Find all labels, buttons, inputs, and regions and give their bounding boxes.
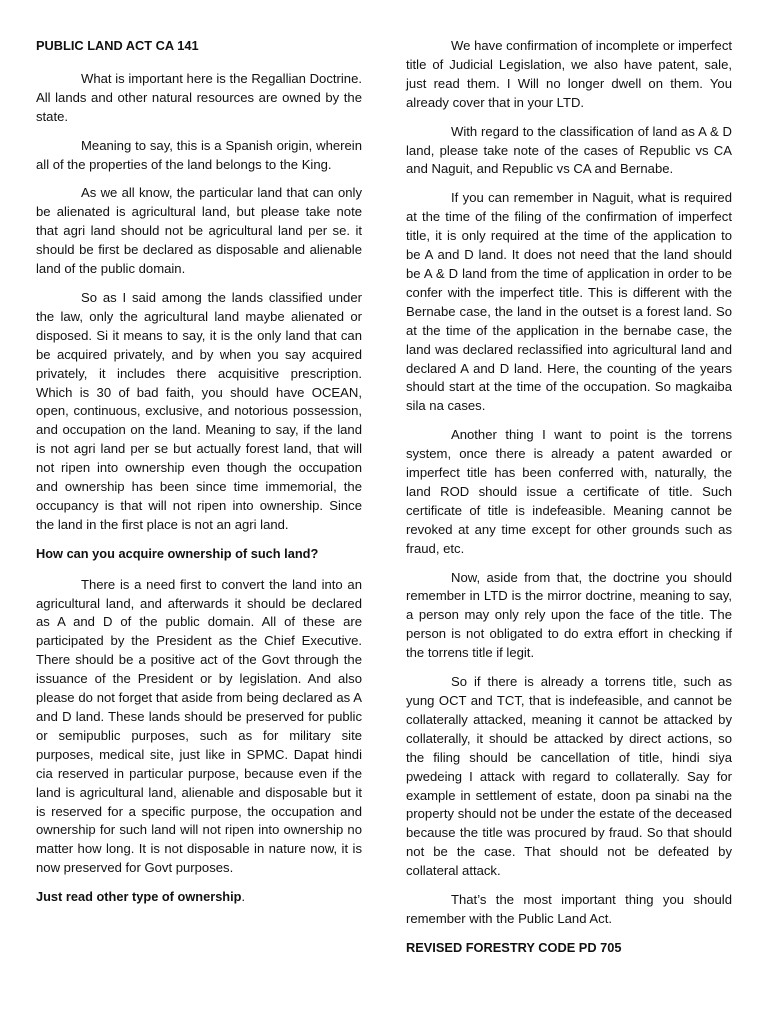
paragraph-most-important: That’s the most important thing you should remember with the Public Land Act. bbox=[406, 892, 732, 926]
paragraph-mirror-doctrine: Now, aside from that, the doctrine you should remember in LTD is the mirror doctrine, meaning to say, a person may only rely upon the face of the title. The person is not obligated to do extra effort in checking if the torrens title if legit. bbox=[406, 569, 732, 661]
left-column bbox=[36, 37, 362, 919]
paragraph-classification-cases: With regard to the classification of land as A & D land, please take note of the cases of Republic vs CA and Naguit, and Republic vs CA and Bernabe. bbox=[406, 123, 732, 177]
paragraph-agricultural-land: As we all know, the particular land that can only be alienated is agricultural land, but please take note that agri land should not be agricultural land per se. it should be first be declared as disposable and alienable land of the public domain. bbox=[36, 185, 362, 277]
right-column bbox=[406, 37, 732, 970]
section-title-public-land-act: PUBLIC LAND ACT CA 141 bbox=[36, 38, 199, 53]
closing-heading-text: Just read other type of ownership bbox=[36, 889, 242, 905]
closing-heading-other-ownership bbox=[36, 888, 362, 907]
question-heading-ownership: How can you acquire ownership of such land? bbox=[36, 545, 319, 561]
paragraph-acquisitive-prescription: So as I said among the lands classified under the law, only the agricultural land maybe alienated or disposed. Si it means to say, it is the only land that can be acquired privately, and by when you say acquired privately, it includes there acquisitive prescription. Which is 30 of bad faith, you should have OCEAN, open, continuous, exclusive, and notorious possession, and occupation on the land. Meaning to say, if the land is not agri land per se but actually forest land, that will not ripen into ownership even though the occupation and ownership has been since time immemorial, the occupancy is that will not ripen into ownership. Since the land in the first place is not an agri land. bbox=[36, 289, 362, 532]
paragraph-spanish-origin: Meaning to say, this is a Spanish origin, wherein all of the properties of the land belongs to the King. bbox=[36, 137, 362, 172]
closing-heading-punct: . bbox=[241, 889, 246, 905]
paragraph-confirmation-title: We have confirmation of incomplete or imperfect title of Judicial Legislation, we also have patent, sale, just read them. I Will no longer dwell on them. You already cover that in your LTD. bbox=[406, 38, 732, 110]
paragraph-regalian-doctrine: What is important here is the Regallian Doctrine. All lands and other natural resources are owned by the state. bbox=[36, 70, 362, 124]
paragraph-naguit-bernabe: If you can remember in Naguit, what is required at the time of the filing of the confirmation of imperfect title, it is only required at the time of the application to be A and D land. It does not need that the land should be A & D land from the time of application in order to be confer with the imperfect title. This is different with the Bernabe case, the land in the outset is a forest land. So at the time of the application in the bernabe case, the land was declared reclassified into agricultural land and declared A and D land. Here, the counting of the years should start at the time of the occupation. So magkaiba sila na cases. bbox=[406, 190, 732, 414]
paragraph-conversion-answer: There is a need first to convert the land into an agricultural land, and afterwards it should be declared as A and D of the public domain. All of these are participated by the President as the Chief Executive. There should be a positive act of the Govt through the issuance of the President or by legislation. And also please do not forget that aside from being declared as A and D land. These lands should be preserved for public or semipublic purposes, such as for military site purposes, medical site, just like in SPMC. Dapat hindi cia reserved in particular purpose, because even if the land is agricultural land, alienable and disposable but it is reserved for a specific purpose, the occupation and ownership for such land will not ripen into ownership no matter how long. It is not disposable in nature now, it is now preserved for Govt purposes. bbox=[36, 576, 362, 876]
paragraph-collateral-attack: So if there is already a torrens title, such as yung OCT and TCT, that is indefeasible, and cannot be collaterally attacked, meaning it cannot be attacked by collaterally, it should be attacked by direct actions, so the filing should be cancellation of title, hindi siya pwedeing I attack with regard to collaterally. Say for example in settlement of estate, doon pa sinabi na the property should not be under the estate of the deceased because the title was procured by fraud. So that should not be the case. That should not be defeated by collateral attack. bbox=[406, 674, 732, 879]
paragraph-torrens-system: Another thing I want to point is the torrens system, once there is already a patent awarded or imperfect title has been conferred with, naturally, the land ROD should issue a certificate of title. Such certificate of title is indefeasible. Meaning cannot be revoked at any time except for other grounds such as fraud, etc. bbox=[406, 427, 732, 556]
section-title-forestry-code: REVISED FORESTRY CODE PD 705 bbox=[406, 939, 622, 955]
